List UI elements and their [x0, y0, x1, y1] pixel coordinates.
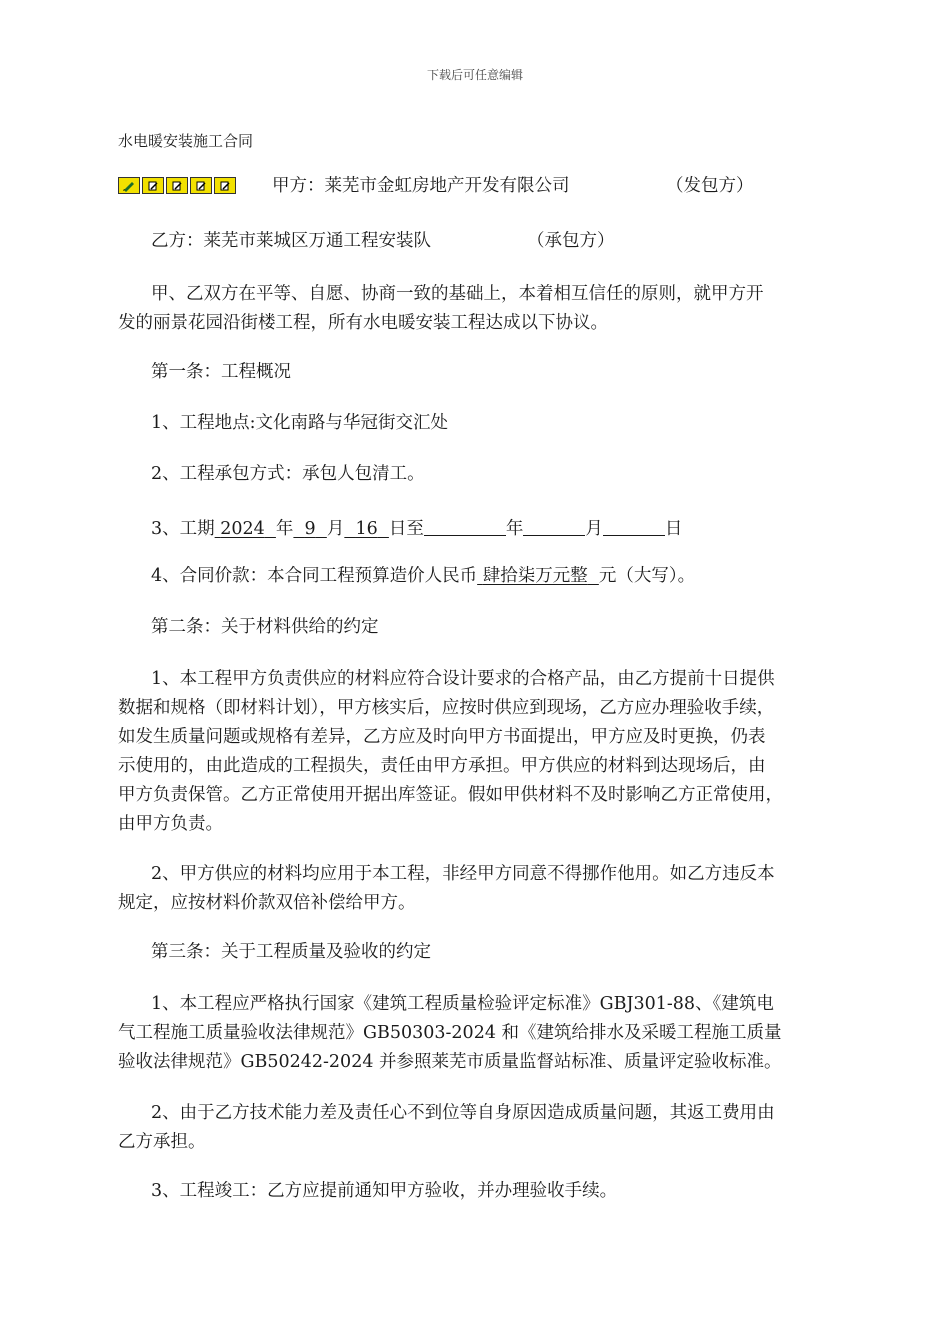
article-3-paragraph-2: 2、由于乙方技术能力差及责任心不到位等自身原因造成质量问题，其返工费用由 乙方承担。 [118, 1103, 775, 1152]
article-2-paragraph-1: 1、本工程甲方负责供应的材料应符合设计要求的合格产品，由乙方提前十日提供 数据和规格（即材料计划），甲方核实后，应按时供应到现场，乙方应办理验收手续， 如发生质量问题或规格有差异，乙方应及时向甲方书面提出，甲方应及时更换，仍表 示使用的，由此造成的工程损失，责任由甲方承担。甲方供应的材料到达现场后，由 甲方负责保管。乙方正常使用开据出库签证。假如甲供材料不及时影响乙方正常使用， 由甲方负责。 [118, 669, 783, 834]
article-1-heading: 第一条：工程概况 [151, 362, 291, 382]
pen-note-icon [142, 177, 164, 194]
pen-note-icon [118, 177, 140, 194]
pen-note-icon [166, 177, 188, 194]
article-3-paragraph-3: 3、工程竣工：乙方应提前通知甲方验收，并办理验收手续。 [151, 1181, 618, 1201]
header-note: 下载后可任意编辑 [426, 68, 523, 82]
party-a: 甲方：莱芜市金虹房地产开发有限公司 [272, 176, 570, 196]
pen-note-icon [190, 177, 212, 194]
intro-paragraph: 甲、乙双方在平等、自愿、协商一致的基础上，本着相互信任的原则，就甲方开 发的丽景花园沿街楼工程，所有水电暖安装工程达成以下协议。 [118, 284, 764, 333]
article-1-item-location: 1、工程地点:文化南路与华冠街交汇处 [151, 413, 449, 433]
document-title: 水电暖安装施工合同 [118, 132, 254, 150]
article-2-paragraph-2: 2、甲方供应的材料均应用于本工程，非经甲方同意不得挪作他用。如乙方违反本 规定，应按材料价款双倍补偿给甲方。 [118, 864, 775, 913]
article-2-heading: 第二条：关于材料供给的约定 [151, 617, 379, 637]
article-1-item-mode: 2、工程承包方式：承包人包清工。 [151, 464, 425, 484]
period-start-year: 2024 [220, 519, 265, 539]
article-3-heading: 第三条：关于工程质量及验收的约定 [151, 942, 431, 962]
party-a-role: （发包方） [666, 176, 754, 196]
party-b: 乙方：莱芜市莱城区万通工程安装队 [151, 231, 431, 251]
contract-amount: 肆拾柒万元整 [482, 566, 588, 586]
period-start-month: 9 [304, 519, 316, 539]
party-b-role: （承包方） [527, 231, 615, 251]
period-end-month-blank [523, 517, 585, 536]
article-1-item-price: 4、合同价款：本合同工程预算造价人民币 肆拾柒万元整 元（大写）。 [151, 566, 696, 586]
period-start-day: 16 [355, 519, 378, 539]
period-end-year-blank [424, 517, 506, 536]
article-1-item-period: 3、工期 2024 年 9 月 16 日至 年 月 日 [151, 519, 683, 539]
period-end-day-blank [603, 517, 665, 536]
pen-note-icon [214, 177, 236, 194]
toolbar-icons [118, 177, 238, 194]
article-3-paragraph-1: 1、本工程应严格执行国家《建筑工程质量检验评定标准》GBJ301-88、《建筑电 气工程施工质量验收法律规范》GB50303-2024 和《建筑给排水及采暖工程施工质量 验收法律规范》GB50242-2024 并参照莱芜市质量监督站标准、质量评定验收标准。 [118, 994, 782, 1072]
